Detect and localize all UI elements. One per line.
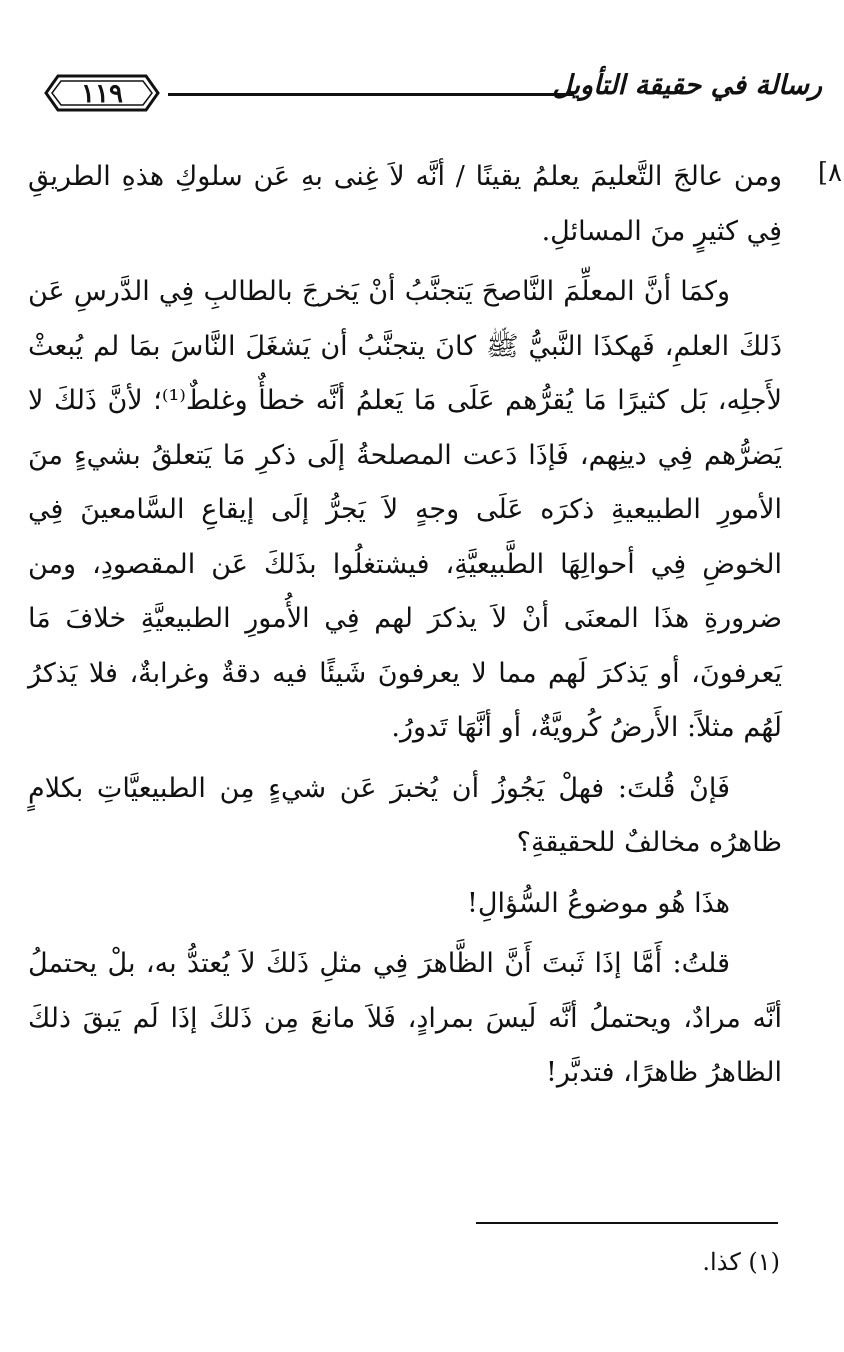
paragraph-1: ومن عالجَ التَّعليمَ يعلمُ يقينًا / أنَّه لاَ غِنى بهِ عَن سلوكِ هذهِ الطريقِ فِي كثيرٍ منَ المسائلِ. — [28, 161, 782, 247]
paragraph-5: قلتُ: أَمَّا إذَا ثَبتَ أَنَّ الظَّاهرَ فِي مثلِ ذَلكَ لاَ يُعتدُّ به، بلْ يحتملُ أنَّه مرادٌ، ويحتملُ أنَّه لَيسَ بمرادٍ، فَلاَ مانعَ مِن ذَلكَ إذَا لَم يَبقَ ذلكَ الظاهرُ ظاهرًا، فتدبَّر! — [28, 948, 782, 1088]
paragraph-4: هذَا هُو موضوعُ السُّؤالِ! — [467, 887, 730, 919]
footnote-rule — [476, 1222, 778, 1224]
header-rule — [168, 93, 574, 96]
main-text — [28, 150, 782, 1107]
manuscript-folio-mark: [٨ — [817, 158, 842, 188]
running-header-title: رسالة في حقيقة التأويل — [552, 70, 822, 101]
paragraph-3: فَإنْ قُلتَ: فهلْ يَجُوزُ أن يُخبرَ عَن شيءٍ مِن الطبيعيَّاتِ بكلامٍ ظاهرُه مخالفٌ للحقيقةِ؟ — [28, 772, 782, 858]
page-number: ١١٩ — [81, 79, 123, 109]
footnote-1: (١) كذا. — [702, 1248, 780, 1276]
paragraph-2: وكمَا أنَّ المعلِّمَ النَّاصحَ يَتجنَّبُ أنْ يَخرجَ بالطالبِ فِي الدَّرسِ عَن ذَلكَ العلمِ، فَهكذَا النَّبيُّ ﷺ كانَ يتجنَّبُ أن يَشغَلَ النَّاسَ بمَا لم يُبعثْ لأَجلِه، بَل كثيرًا مَا يُقرُّهم عَلَى مَا يَعلمُ أنَّه خطأٌ وغلطٌ⁽¹⁾؛ لأنَّ ذَلكَ لا يَضرُّهم فِي دينِهم، فَإذَا دَعت المصلحةُ إلَى ذكرِ مَا يَتعلقُ بشيءٍ منَ الأمورِ الطبيعيةِ ذكرَه عَلَى وجهٍ لاَ يَجرُّ إلَى إيقاعِ السَّامعينَ فِي الخوضِ فِي أحوالِهَا الطَّبيعيَّةِ، فيشتغلُوا بذَلكَ عَن المقصودِ، ومن ضرورةِ هذَا المعنَى أنْ لاَ يذكرَ لهم فِي الأُمورِ الطبيعيَّةِ خلافَ مَا يَعرفونَ، أو يَذكرَ لَهم مما لا يعرفونَ شَيئًا فيه دقةٌ وغرابةٌ، فلا يَذكرُ لَهُم مثلاً: الأَرضُ كُرويَّةٌ، أو أنَّهَا تَدورُ. — [28, 276, 782, 743]
